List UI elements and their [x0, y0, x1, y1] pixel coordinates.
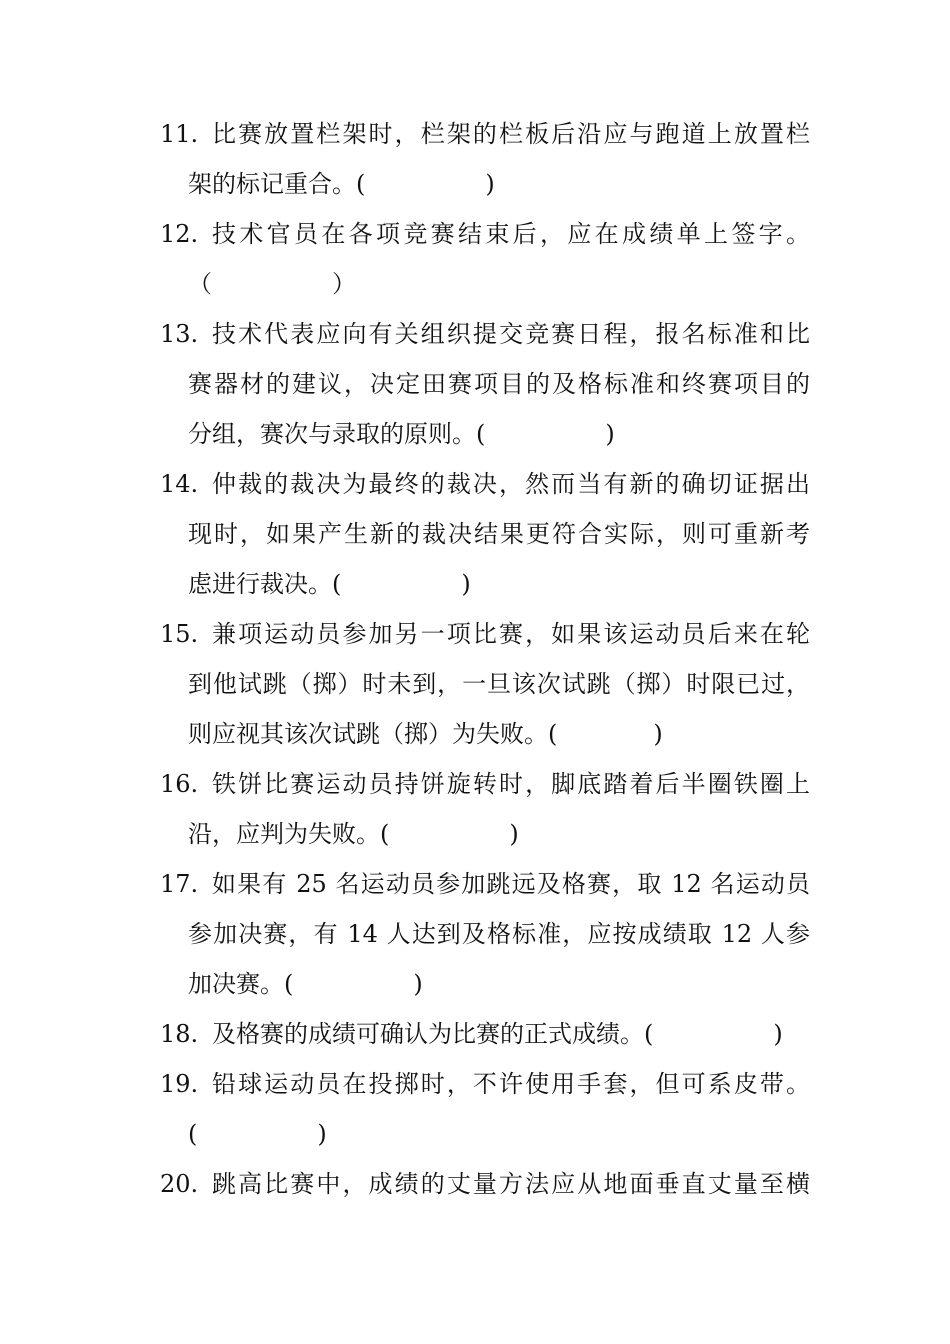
question-number: 11. [160, 120, 199, 148]
question-text-line: 及格赛的成绩可确认为比赛的正式成绩。( ) [212, 1020, 783, 1048]
question-number: 17. [160, 870, 199, 898]
question-text-line: 赛器材的建议，决定田赛项目的及格标准和终赛项目的 [188, 370, 810, 398]
question-text-line: 虑进行裁决。( ) [188, 570, 471, 598]
answer-blank: ( ) [188, 1120, 327, 1148]
question-20 [160, 1159, 810, 1209]
question-number: 19. [160, 1070, 199, 1098]
question-number: 20. [160, 1170, 199, 1198]
question-18 [160, 1009, 810, 1059]
question-number: 15. [160, 620, 199, 648]
question-11 [160, 109, 810, 209]
question-text-line: 跳高比赛中，成绩的丈量方法应从地面垂直丈量至横 [212, 1170, 810, 1198]
question-text-line: 兼项运动员参加另一项比赛，如果该运动员后来在轮 [212, 620, 810, 648]
question-text-line: 到他试跳（掷）时未到，一旦该次试跳（掷）时限已过， [188, 670, 810, 698]
question-text-line: 沿，应判为失败。( ) [188, 820, 519, 848]
answer-blank: （ ） [188, 270, 356, 298]
question-19 [160, 1059, 810, 1159]
question-text-line: 架的标记重合。( ) [188, 170, 495, 198]
question-text-line: 比赛放置栏架时，栏架的栏板后沿应与跑道上放置栏 [212, 120, 810, 148]
question-text-line: 分组，赛次与录取的原则。( ) [188, 420, 615, 448]
question-17 [160, 859, 810, 1009]
question-15 [160, 609, 810, 759]
question-text-line: 铁饼比赛运动员持饼旋转时，脚底踏着后半圈铁圈上 [212, 770, 810, 798]
question-text-line: 技术代表应向有关组织提交竞赛日程，报名标准和比 [212, 320, 810, 348]
question-text-line: 则应视其该次试跳（掷）为失败。( ) [188, 720, 663, 748]
question-16 [160, 759, 810, 859]
question-text-line: 如果有 25 名运动员参加跳远及格赛，取 12 名运动员 [212, 870, 810, 898]
question-number: 12. [160, 220, 199, 248]
question-12 [160, 209, 810, 309]
question-number: 14. [160, 470, 199, 498]
question-number: 13. [160, 320, 199, 348]
question-14 [160, 459, 810, 609]
question-text-line: 现时，如果产生新的裁决结果更符合实际，则可重新考 [188, 520, 810, 548]
question-13 [160, 309, 810, 459]
question-text-line: 参加决赛，有 14 人达到及格标准，应按成绩取 12 人参 [188, 920, 810, 948]
question-text-line: 技术官员在各项竞赛结束后，应在成绩单上签字。 [212, 220, 810, 248]
question-number: 16. [160, 770, 199, 798]
question-text-line: 铅球运动员在投掷时，不许使用手套，但可系皮带。 [212, 1070, 810, 1098]
question-text-line: 加决赛。( ) [188, 970, 423, 998]
question-text-line: 仲裁的裁决为最终的裁决，然而当有新的确切证据出 [212, 470, 810, 498]
question-number: 18. [160, 1020, 199, 1048]
